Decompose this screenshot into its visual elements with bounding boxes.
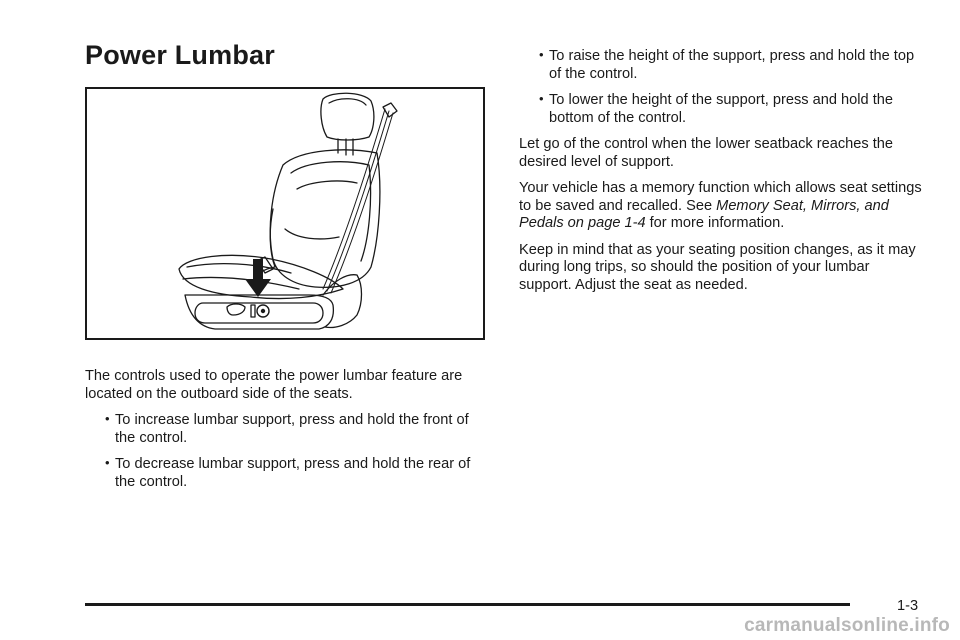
memory-cross-reference: Memory Seat, Mirrors, and Pedals on page 1-4 xyxy=(519,197,889,231)
bullet-item xyxy=(85,456,490,491)
bullet-item xyxy=(519,92,924,127)
right-column xyxy=(519,48,924,303)
bullet-item xyxy=(519,48,924,83)
left-column xyxy=(85,368,490,500)
intro-paragraph: The controls used to operate the power lumbar feature are located on the outboard side of the seats. xyxy=(85,368,463,402)
release-paragraph: Let go of the control when the lower seatback reaches the desired level of support. xyxy=(519,136,893,170)
page-title: Power Lumbar xyxy=(85,40,275,70)
memory-text-after: for more information. xyxy=(645,215,785,231)
bullet-text: To raise the height of the support, press and hold the top of the control. xyxy=(549,48,915,82)
bullet-dot: • xyxy=(105,411,110,426)
memory-paragraph xyxy=(519,180,924,233)
seat-switch xyxy=(227,304,245,315)
closing-paragraph: Keep in mind that as your seating position changes, as it may during long trips, so should the position of your lumbar support. Adjust the seat as needed. xyxy=(519,241,916,293)
bullet-dot: • xyxy=(105,455,110,470)
bullet-text: To lower the height of the support, press and hold the bottom of the control. xyxy=(549,92,893,126)
memory-text-before: Your vehicle has a memory function which allows seat settings to be saved and recalled. See xyxy=(519,180,922,214)
bullet-item xyxy=(85,412,490,447)
bullet-dot: • xyxy=(539,47,544,62)
bullet-dot: • xyxy=(539,91,544,106)
headrest xyxy=(321,93,374,140)
power-seat-illustration xyxy=(87,89,483,338)
bullet-text: To increase lumbar support, press and hold the front of the control. xyxy=(115,412,469,446)
footer-rule xyxy=(85,603,850,606)
seat-illustration-figure xyxy=(85,87,485,340)
bullet-text: To decrease lumbar support, press and hold the rear of the control. xyxy=(115,456,471,490)
seat-base-trim xyxy=(185,295,333,329)
seatback xyxy=(270,150,380,287)
watermark: carmanualsonline.info xyxy=(744,615,950,636)
page-number: 1-3 xyxy=(897,598,919,614)
